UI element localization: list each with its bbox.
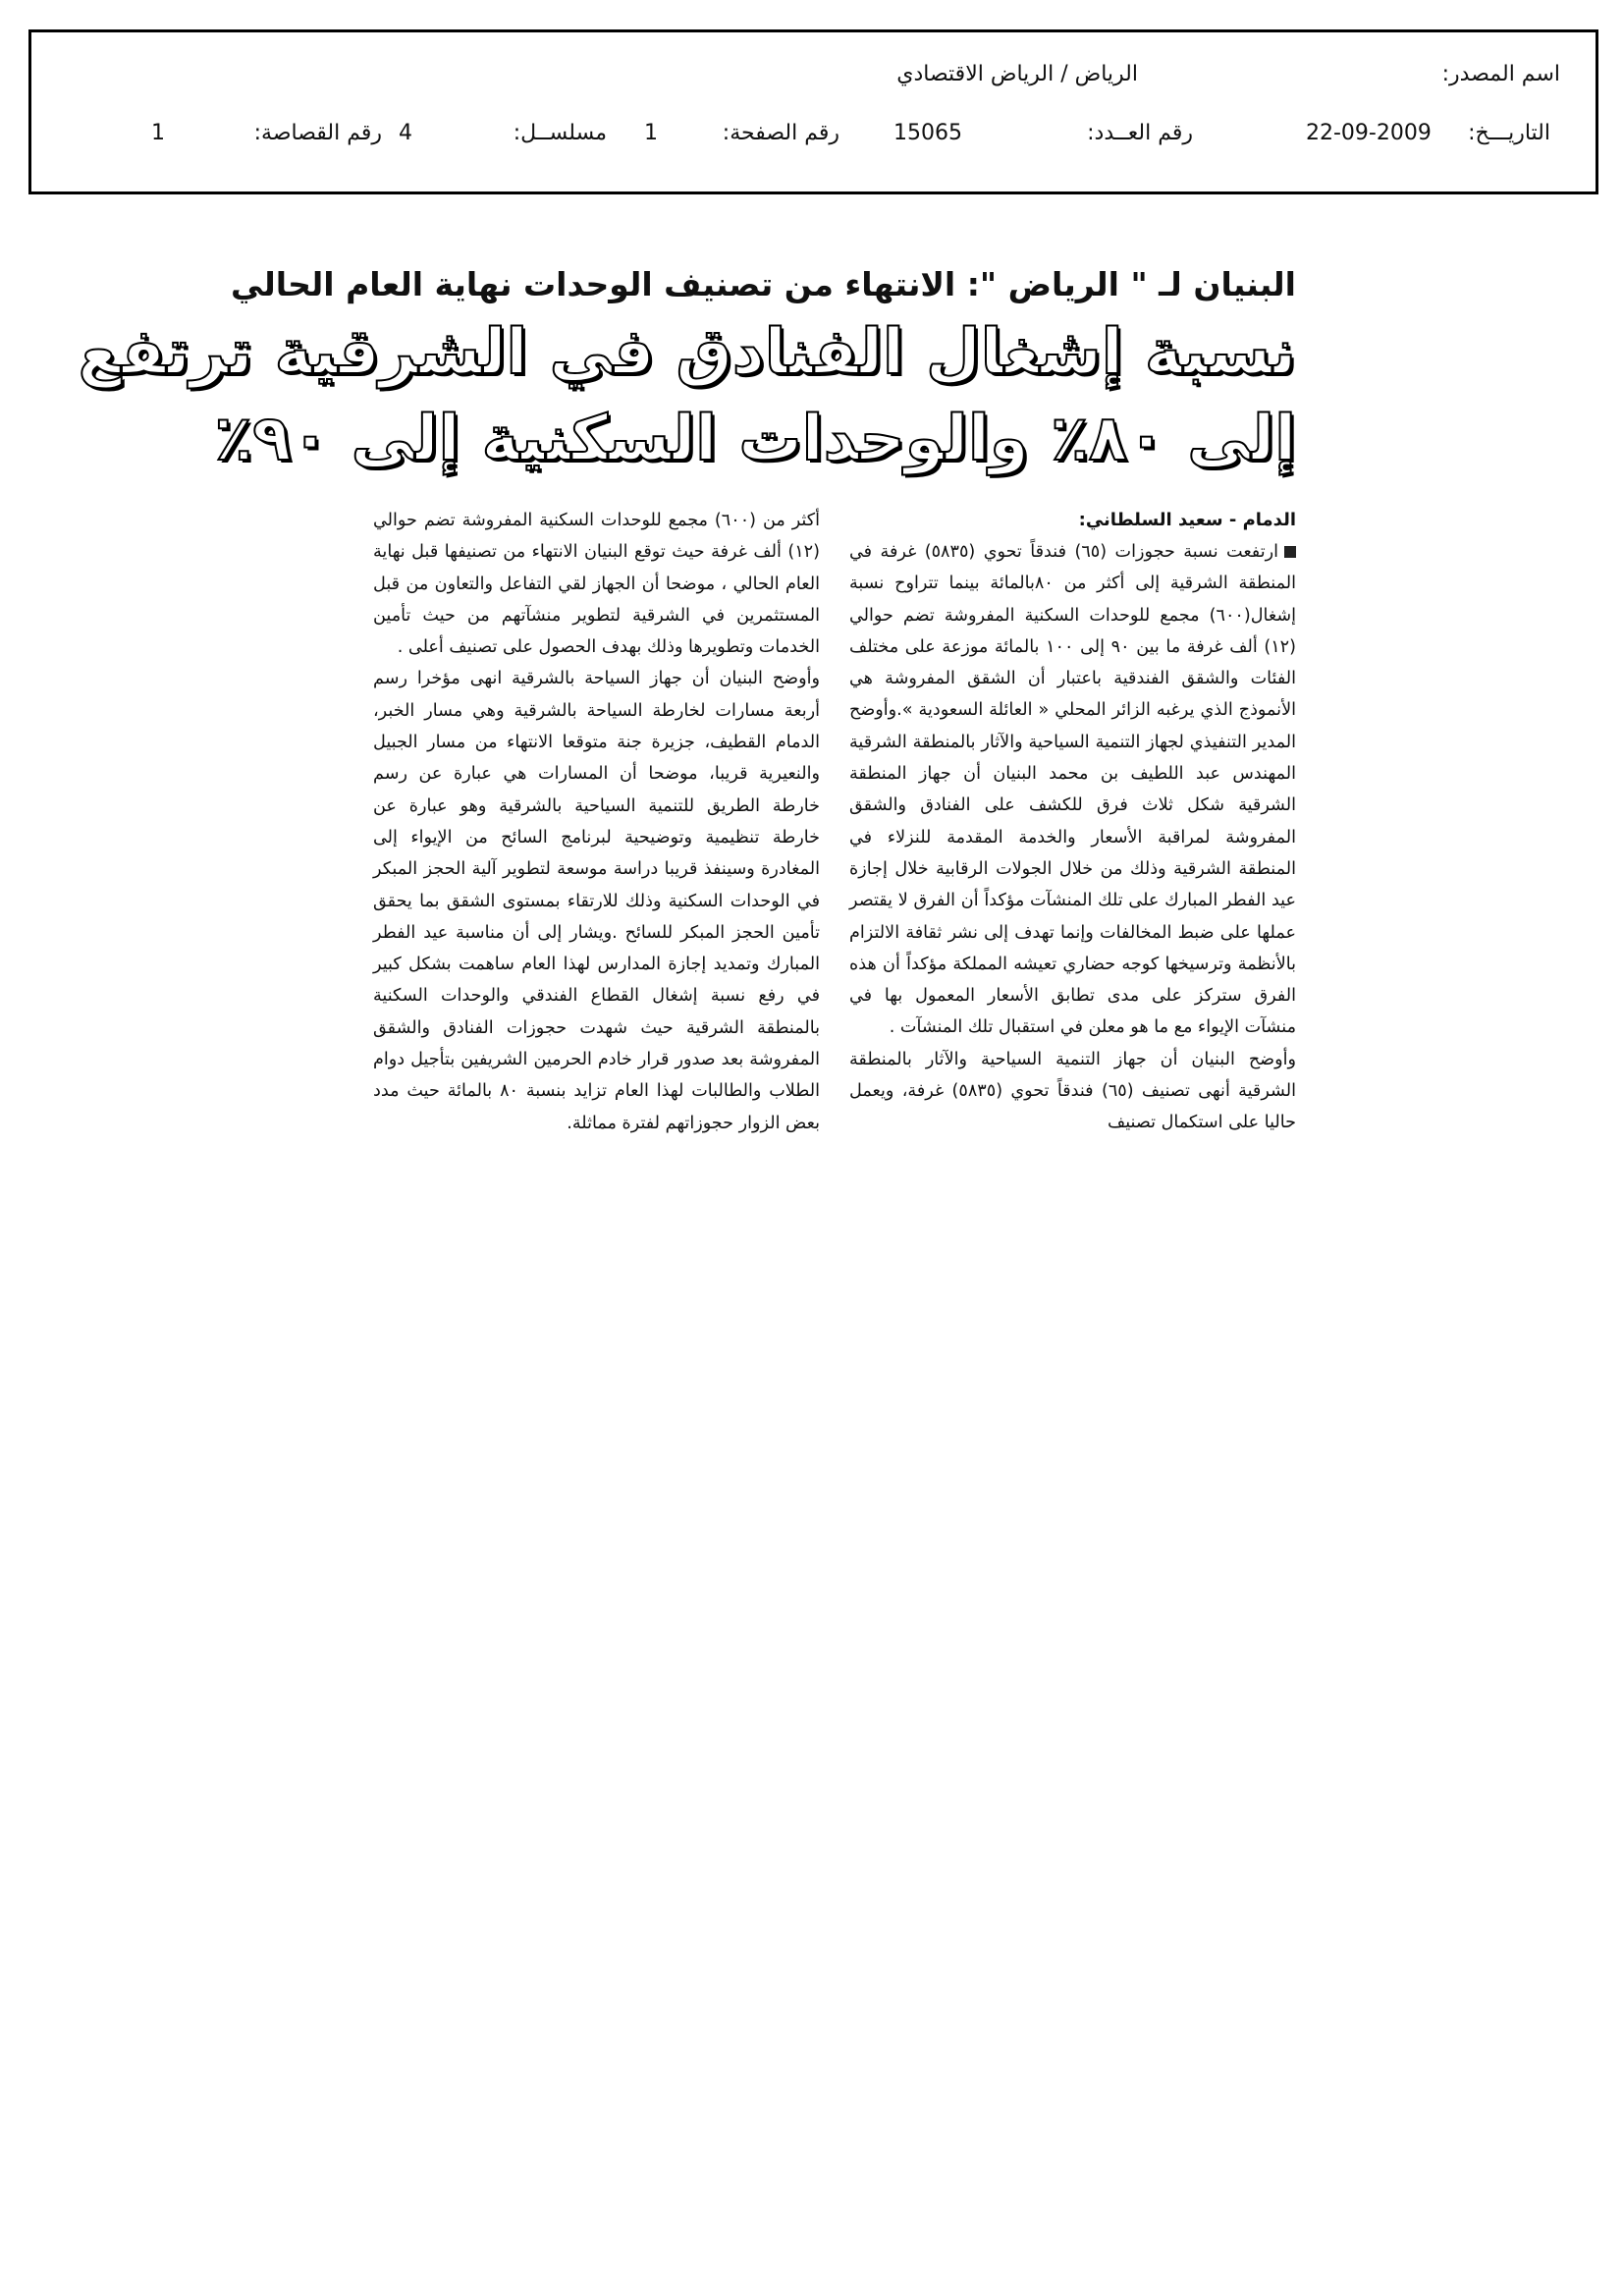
source-value: الرياض / الرياض الاقتصادي — [896, 62, 1138, 86]
serial-label: مسلســل: — [513, 121, 607, 145]
source-label: اسم المصدر: — [1441, 62, 1560, 86]
issue-value: 15065 — [893, 121, 962, 145]
serial-value: 4 — [399, 121, 412, 145]
page-value: 1 — [644, 121, 658, 145]
clipping-header-box — [28, 29, 1598, 194]
article-paragraph: وأوضح البنيان أن جهاز السياحة بالشرقية انهى مؤخرا رسم أربعة مسارات لخارطة السياحة بالشرقية وهي مسار الخبر، الدمام القطيف، جزيرة جنة متوقعا الانتهاء من مسار الجبيل والنعيرية قريبا، موضحا أن المسارات هي عبارة عن رسم خارطة الطريق للتنمية السياحية بالشرقية وهو عبارة عن خارطة تنظيمية وتوضيحية لبرنامج السائح من الإيواء إلى المغادرة وسينفذ قريبا دراسة موسعة لتطوير آلية الحجز المبكر في الوحدات السكنية وذلك للارتقاء بمستوى الشقق بما يحقق تأمين الحجز المبكر للسائح .ويشار إلى أن مناسبة عيد الفطر المبارك وتمديد إجازة المدارس لهذا العام ساهمت بشكل كبير في رفع نسبة إشغال القطاع الفندقي والوحدات السكنية بالمنطقة الشرقية حيث شهدت حجوزات الفنادق والشقق المفروشة بعد صدور قرار خادم الحرمين الشريفين بتأجيل دوام الطلاب والطالبات لهذا العام تزايد بنسبة ٨٠ بالمائة حيث مدد بعض الزوار حجوزاتهم لفترة مماثلة. — [373, 669, 820, 1133]
clip-number-value: 1 — [151, 121, 165, 145]
page-label: رقم الصفحة: — [722, 121, 839, 145]
article-headline-line2: إلى ٨٠٪ والوحدات السكنية إلى ٩٠٪ — [214, 403, 1296, 475]
paragraph-square-icon — [1284, 546, 1296, 558]
issue-label: رقم العــدد: — [1087, 121, 1193, 145]
article-headline-line1: نسبة إشغال الفنادق في الشرقية ترتفع — [78, 316, 1296, 389]
news-clipping — [78, 253, 1296, 1304]
article-paragraph — [849, 536, 1296, 1044]
article-kicker: البنيان لـ " الرياض ": الانتهاء من تصنيف الوحدات نهاية العام الحالي — [230, 265, 1296, 303]
date-label: التاريـــخ: — [1468, 121, 1550, 145]
article-paragraph: وأوضح البنيان أن جهاز التنمية السياحية والآثار بالمنطقة الشرقية أنهى تصنيف (٦٥) فندقاً تحوي (٥٨٣٥) غرفة، ويعمل حاليا على استكمال تصنيف — [849, 1049, 1296, 1133]
article-paragraph: أكثر من (٦٠٠) مجمع للوحدات السكنية المفروشة تضم حوالي (١٢) ألف غرفة حيث توقع البنيان الانتهاء من تصنيفها قبل نهاية العام الحالي ، موضحا أن الجهاز لقي التفاعل والتعاون من قبل المستثمرين في الشرقية لتطوير منشآتهم من حيث تأمين الخدمات وتطويرها وذلك بهدف الحصول على تصنيف أعلى . — [373, 511, 820, 658]
article-paragraph-text: ارتفعت نسبة حجوزات (٦٥) فندقاً تحوي (٥٨٣٥) غرفة في المنطقة الشرقية إلى أكثر من ٨٠بالمائة بينما تتراوح نسبة إشغال(٦٠٠) مجمع للوحدات السكنية المفروشة تضم حوالي (١٢) ألف غرفة ما بين ٩٠ إلى ١٠٠ بالمائة موزعة على مختلف الفئات والشقق الفندقية باعتبار أن الشقق المفروشة هي الأنموذج الذي يرغبه الزائر المحلي « العائلة السعودية ».وأوضح المدير التنفيذي لجهاز التنمية السياحية والآثار بالمنطقة الشرقية المهندس عبد اللطيف بن محمد البنيان أن جهاز المنطقة الشرقية شكل ثلاث فرق للكشف على الفنادق والشقق المفروشة لمراقبة الأسعار والخدمة المقدمة للنزلاء في المنطقة الشرقية وذلك من خلال الجولات الرقابية خلال إجازة عيد الفطر المبارك على تلك المنشآت مؤكداً أن الفرق لا يقتصر عملها على ضبط المخالفات وإنما تهدف إلى نشر ثقافة الالتزام بالأنظمة وترسيخها كوجه حضاري تعيشه المملكة مؤكداً أن هذه الفرق ستركز على مدى تطابق الأسعار المعمول بها في منشآت الإيواء مع ما هو معلن في استقبال تلك المنشآت . — [849, 542, 1296, 1038]
article-column-right — [849, 505, 1296, 1139]
article-byline: الدمام - سعيد السلطاني: — [1078, 510, 1296, 530]
clip-number-label: رقم القصاصة: — [253, 121, 382, 145]
date-value: 22-09-2009 — [1306, 121, 1432, 145]
article-column-left — [373, 505, 820, 1139]
